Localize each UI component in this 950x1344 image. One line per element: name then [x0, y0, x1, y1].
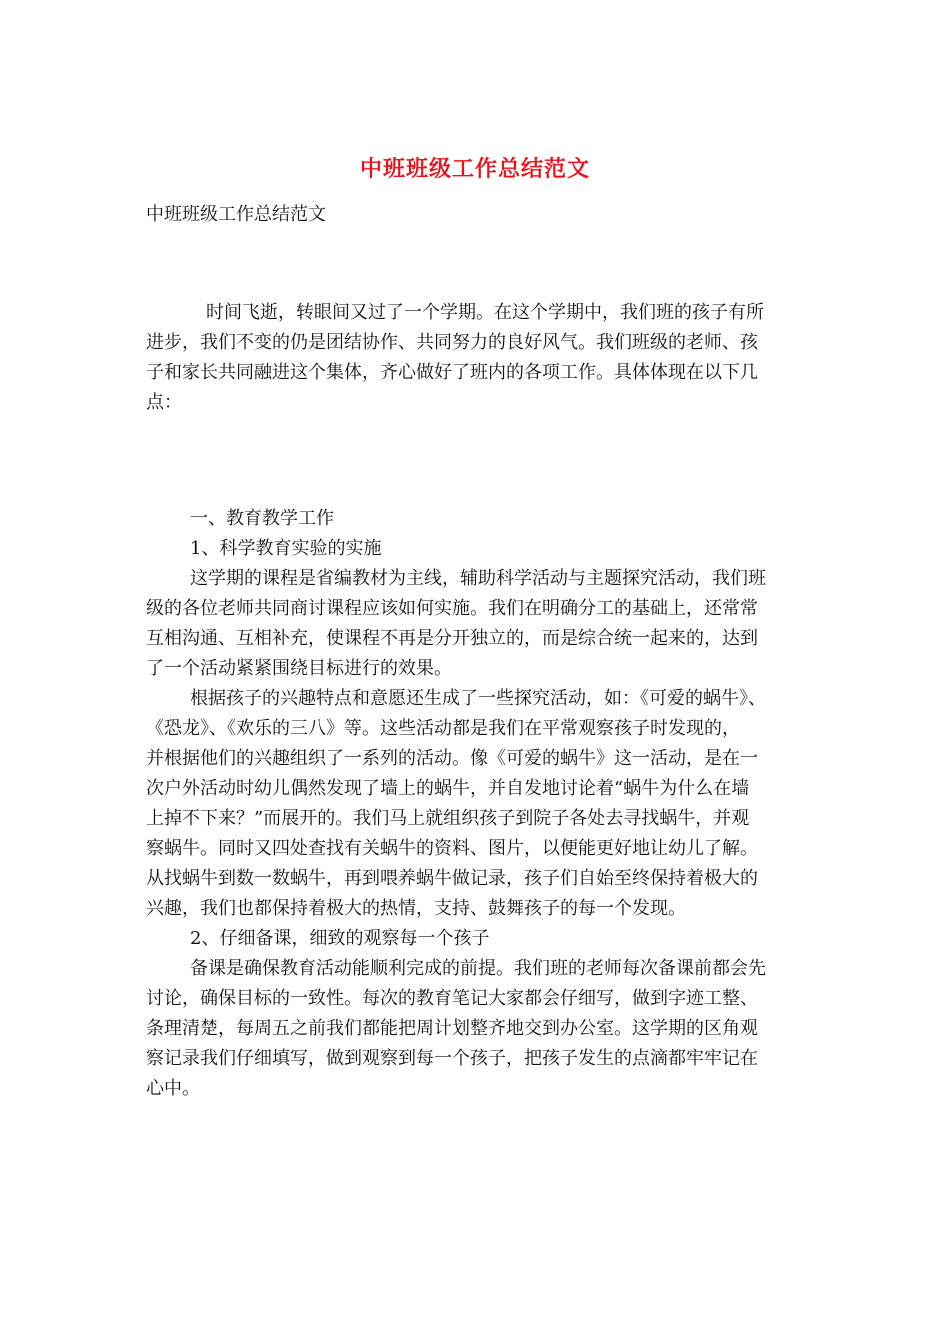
- text-line: 点：: [146, 392, 182, 413]
- document-subtitle: 中班班级工作总结范文: [146, 204, 326, 225]
- item-heading: 1、科学教育实验的实施: [190, 538, 382, 559]
- text-line: 讨论，确保目标的一致性。每次的教育笔记大家都会仔细写，做到字迹工整、: [146, 988, 758, 1009]
- document-title: 中班班级工作总结范文: [359, 156, 590, 182]
- text-line: 互相沟通、互相补充，使课程不再是分开独立的，而是综合统一起来的，达到: [146, 628, 758, 649]
- text-line: 心中。: [146, 1078, 200, 1099]
- text-line: 进步，我们不变的仍是团结协作、共同努力的良好风气。我们班级的老师、孩: [146, 332, 758, 353]
- item-heading: 2、仔细备课，细致的观察每一个孩子: [190, 928, 490, 949]
- text-line: 时间飞逝，转眼间又过了一个学期。在这个学期中，我们班的孩子有所: [206, 302, 764, 323]
- text-line: 这学期的课程是省编教材为主线，辅助科学活动与主题探究活动，我们班: [190, 568, 766, 589]
- paragraph-gap: [146, 418, 816, 504]
- text-line: 从找蜗牛到数一数蜗牛，再到喂养蜗牛做记录，孩子们自始至终保持着极大的: [146, 868, 758, 889]
- text-line: 并根据他们的兴趣组织了一系列的活动。像《可爱的蜗牛》这一活动，是在一: [146, 748, 758, 769]
- text-line: 次户外活动时幼儿偶然发现了墙上的蜗牛，并自发地讨论着“蜗牛为什么在墙: [146, 778, 750, 799]
- text-line: 子和家长共同融进这个集体，齐心做好了班内的各项工作。具体体现在以下几: [146, 362, 758, 383]
- section-heading: 一、教育教学工作: [190, 508, 334, 529]
- text-line: 察蜗牛。同时又四处查找有关蜗牛的资料、图片，以便能更好地让幼儿了解。: [146, 838, 758, 859]
- section-1: [146, 504, 816, 1104]
- document-body: [146, 298, 816, 1104]
- text-line: 备课是确保教育活动能顺利完成的前提。我们班的老师每次备课前都会先: [190, 958, 766, 979]
- text-line: 级的各位老师共同商讨课程应该如何实施。我们在明确分工的基础上，还常常: [146, 598, 758, 619]
- text-line: 察记录我们仔细填写，做到观察到每一个孩子，把孩子发生的点滴都牢牢记在: [146, 1048, 758, 1069]
- intro-paragraph: [146, 298, 816, 418]
- text-line: 《恐龙》、《欢乐的三八》等。这些活动都是我们在平常观察孩子时发现的，: [146, 718, 740, 739]
- text-line: 兴趣，我们也都保持着极大的热情，支持、鼓舞孩子的每一个发现。: [146, 898, 686, 919]
- text-line: 根据孩子的兴趣特点和意愿还生成了一些探究活动，如：《可爱的蜗牛》、: [190, 688, 766, 709]
- text-line: 了一个活动紧紧围绕目标进行的效果。: [146, 658, 452, 679]
- text-line: 上掉不下来？”而展开的。我们马上就组织孩子到院子各处去寻找蜗牛，并观: [146, 808, 750, 829]
- text-line: 条理清楚，每周五之前我们都能把周计划整齐地交到办公室。这学期的区角观: [146, 1018, 758, 1039]
